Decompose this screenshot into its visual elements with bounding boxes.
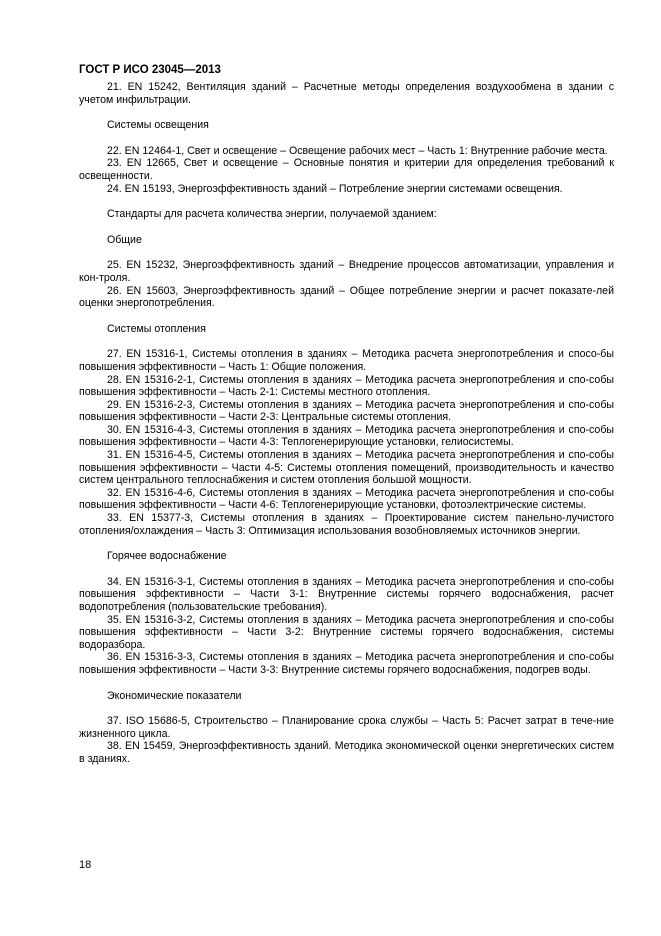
section-heading: Системы отопления [107, 322, 206, 335]
document-body [79, 81, 614, 766]
list-item: 35. EN 15316-3-2, Системы отопления в зданиях – Методика расчета энергопотребления и спо-собы повышения эффективности – Части 3-2: Внутренние системы горячего водоснабжения, системы водоразбора. [79, 613, 614, 651]
list-item: 31. EN 15316-4-5, Системы отопления в зданиях – Методика расчета энергопотребления и спо-собы повышения эффективности – Части 4-5: Системы отопления помещений, производительность и качество систем центрального теплоснабжения и систем отопления большой мощности. [79, 449, 614, 487]
page-number: 18 [79, 859, 92, 871]
list-item: 23. EN 12665, Свет и освещение – Основные понятия и критерии для определения требований к освещенности. [79, 157, 614, 182]
section-heading: Экономические показатели [107, 689, 242, 702]
list-item: 21. EN 15242, Вентиляция зданий – Расчетные методы определения воздухообмена в здании с учетом инфильтрации. [79, 81, 614, 106]
list-item: 34. EN 15316-3-1, Системы отопления в зданиях – Методика расчета энергопотребления и спо-собы повышения эффективности – Части 3-1: Внутренние системы горячего водоснабжения, расчет водопотребления (пользовательские требования). [79, 575, 614, 613]
list-item: 28. EN 15316-2-1, Системы отопления в зданиях – Методика расчета энергопотребления и спо-собы повышения эффективности – Часть 2-1: Системы местного отопления. [79, 373, 614, 399]
section-heading: Стандарты для расчета количества энергии, получаемой зданием: [107, 208, 437, 221]
list-item: 22. EN 12464-1, Свет и освещение – Освещение рабочих мест – Часть 1: Внутренние рабочие места. [107, 144, 608, 157]
list-item: 38. EN 15459, Энергоэффективность зданий. Методика экономической оценки энергетических систем в зданиях. [79, 740, 614, 765]
section-heading: Общие [107, 233, 142, 246]
list-item: 27. EN 15316-1, Системы отопления в зданиях – Методика расчета энергопотребления и спосо-бы повышения эффективности – Часть 1: Общие положения. [79, 348, 614, 373]
list-item: 33. EN 15377-3, Системы отопления в зданиях – Проектирование систем панельно-лучистого отопления/охлаждения – Часть 3: Оптимизация использования возобновляемых источников энергии. [79, 512, 614, 537]
list-item: 36. EN 15316-3-3, Системы отопления в зданиях – Методика расчета энергопотребления и спо-собы повышения эффективности – Части 3-3: Внутренние системы горячего водоснабжения, подогрев воды. [79, 651, 614, 676]
list-item: 30. EN 15316-4-3, Системы отопления в зданиях – Методика расчета энергопотребления и спо-собы повышения эффективности – Части 4-3: Теплогенерирующие установки, гелиосистемы. [79, 423, 614, 449]
document-header: ГОСТ Р ИСО 23045—2013 [79, 64, 221, 76]
list-item: 32. EN 15316-4-6, Системы отопления в зданиях – Методика расчета энергопотребления и спо-собы повышения эффективности – Части 4-6: Теплогенерирующие установки, фотоэлектрические системы. [79, 486, 614, 512]
list-item: 29. EN 15316-2-3, Системы отопления в зданиях – Методика расчета энергопотребления и спо-собы повышения эффективности – Части 2-3: Центральные системы отопления. [79, 398, 614, 424]
section-heading: Системы освещения [107, 119, 209, 132]
list-item: 26. EN 15603, Энергоэффективность зданий – Общее потребление энергии и расчет показате-лей оценки энергопотребления. [79, 284, 614, 310]
section-heading: Горячее водоснабжение [107, 550, 227, 563]
list-item: 37. ISO 15686-5, Строительство – Планирование срока службы – Часть 5: Расчет затрат в тече-ние жизненного цикла. [79, 715, 614, 740]
list-item: 24. EN 15193, Энергоэффективность зданий – Потребление энергии системами освещения. [107, 182, 563, 195]
list-item: 25. EN 15232, Энергоэффективность зданий – Внедрение процессов автоматизации, управления и кон-троля. [79, 259, 614, 284]
